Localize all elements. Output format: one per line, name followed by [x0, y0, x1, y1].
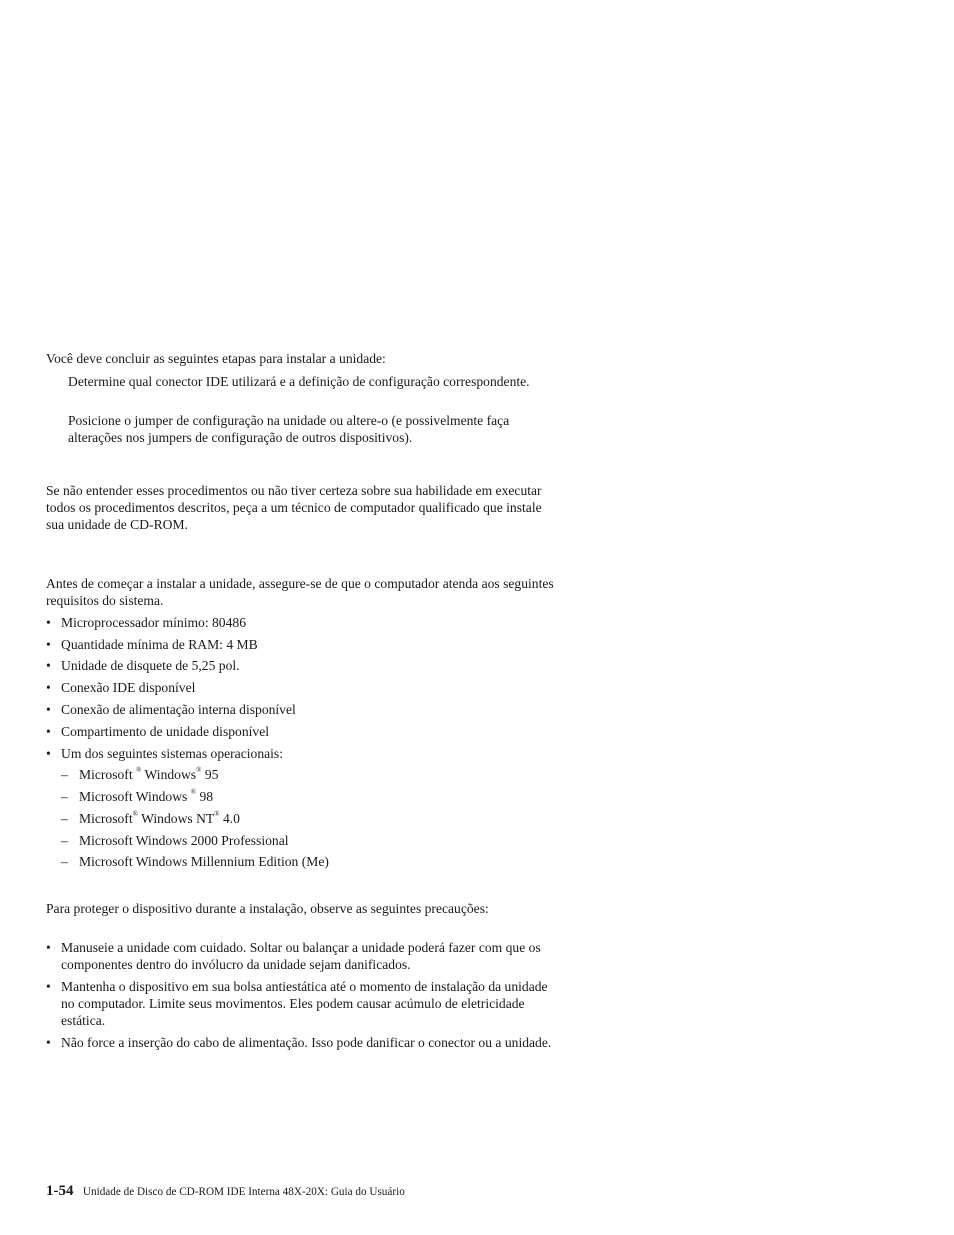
- registered-mark: ®: [136, 766, 142, 774]
- os-text: Microsoft ® Windows® 95: [79, 766, 219, 782]
- bullet-marker: •: [46, 658, 51, 673]
- bullet-marker: •: [46, 1035, 51, 1050]
- dash-marker: –: [61, 767, 68, 782]
- bullet-marker: •: [46, 940, 51, 955]
- os-text: Microsoft Windows Millennium Edition (Me): [79, 854, 329, 869]
- bullet-marker: •: [46, 746, 51, 761]
- requirement-text: Compartimento de unidade disponível: [61, 724, 270, 739]
- bullet-marker: •: [46, 724, 51, 739]
- os-text: Microsoft Windows 2000 Professional: [79, 833, 289, 848]
- precaution-text: Não force a inserção do cabo de alimentação. Isso pode danificar o conector ou a unidade.: [61, 1035, 552, 1050]
- dash-marker: –: [61, 811, 68, 826]
- precaution-text: Manuseie a unidade com cuidado. Soltar ou balançar a unidade poderá fazer com que os componentes dentro do invólucro da unidade sejam danificados.: [61, 940, 541, 972]
- registered-mark: ®: [190, 788, 197, 796]
- registered-mark: ®: [196, 766, 202, 774]
- dash-marker: –: [61, 833, 68, 848]
- requirements-intro: Antes de começar a instalar a unidade, assegure-se de que o computador atenda aos seguintes requisitos do sistema.: [46, 576, 554, 608]
- os-text: Microsoft® Windows NT® 4.0: [79, 810, 240, 826]
- os-text: Microsoft Windows ® 98: [79, 788, 214, 804]
- bullet-marker: •: [46, 615, 51, 630]
- requirement-text: Conexão IDE disponível: [61, 680, 196, 695]
- requirement-text: Microprocessador mínimo: 80486: [61, 615, 246, 630]
- step-item: Determine qual conector IDE utilizará e a definição de configuração correspondente.: [68, 374, 530, 389]
- step-item: Posicione o jumper de configuração na unidade ou altere-o (e possivelmente faça alterações nos jumpers de configuração de outros dispositivos).: [68, 413, 510, 445]
- registered-mark: ®: [214, 810, 220, 818]
- precaution-text: Mantenha o dispositivo em sua bolsa antiestática até o momento de instalação da unidade no computador. Limite seus movimentos. Eles podem causar acúmulo de eletricidade estática.: [61, 979, 548, 1028]
- dash-marker: –: [61, 854, 68, 869]
- bullet-marker: •: [46, 637, 51, 652]
- requirement-text: Quantidade mínima de RAM: 4 MB: [61, 637, 258, 652]
- bullet-marker: •: [46, 702, 51, 717]
- requirement-text: Conexão de alimentação interna disponível: [61, 702, 296, 717]
- page-number: 1-54: [46, 1183, 74, 1199]
- footer-title: Unidade de Disco de CD-ROM IDE Interna 48X-20X: Guia do Usuário: [82, 1186, 405, 1198]
- page-footer: [46, 1182, 646, 1201]
- steps-intro: Você deve concluir as seguintes etapas para instalar a unidade:: [46, 351, 386, 366]
- precautions-intro: Para proteger o dispositivo durante a instalação, observe as seguintes precauções:: [46, 901, 489, 916]
- registered-mark: ®: [132, 810, 138, 818]
- dash-marker: –: [61, 789, 68, 804]
- bullet-marker: •: [46, 979, 51, 994]
- requirement-text: Um dos seguintes sistemas operacionais:: [61, 746, 283, 761]
- bullet-marker: •: [46, 680, 51, 695]
- requirement-text: Unidade de disquete de 5,25 pol.: [61, 658, 240, 673]
- caution-paragraph: Se não entender esses procedimentos ou não tiver certeza sobre sua habilidade em executar todos os procedimentos descritos, peça a um técnico de computador qualificado que instale sua unidade de CD-ROM.: [46, 483, 542, 532]
